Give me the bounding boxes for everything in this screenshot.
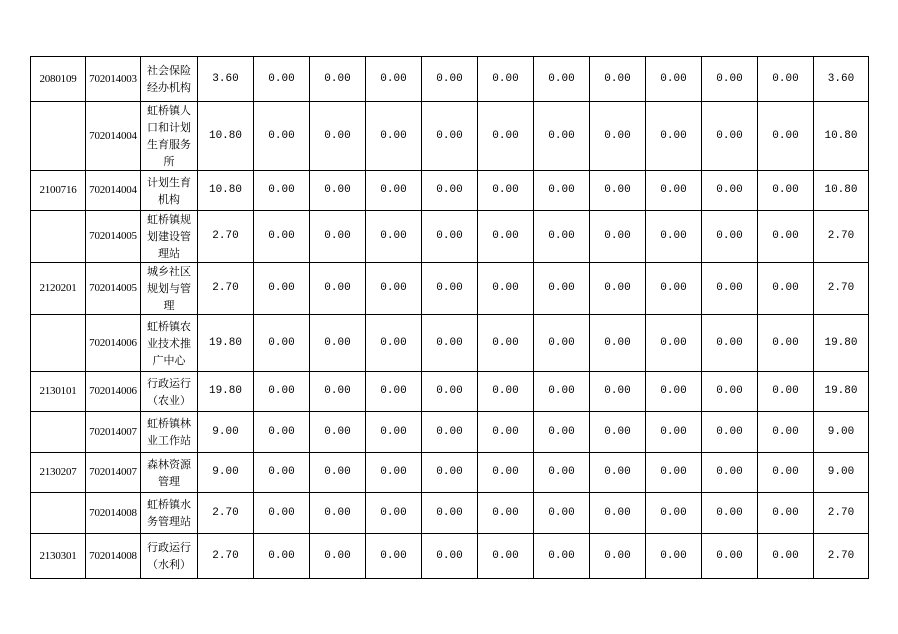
amount-cell: 0.00 (478, 171, 534, 211)
amount-cell: 0.00 (366, 211, 422, 263)
amount-cell: 0.00 (590, 102, 646, 171)
amount-cell: 0.00 (310, 315, 366, 372)
amount-cell: 0.00 (534, 57, 590, 102)
amount-cell: 0.00 (422, 102, 478, 171)
amount-cell: 19.80 (198, 372, 254, 412)
amount-cell: 0.00 (478, 493, 534, 534)
subject-code-cell: 2130101 (31, 372, 86, 412)
item-name-cell: 虹桥镇农业技术推广中心 (141, 315, 198, 372)
amount-cell: 0.00 (478, 102, 534, 171)
amount-cell: 0.00 (590, 57, 646, 102)
total-amount-cell: 2.70 (814, 534, 869, 579)
amount-cell: 0.00 (702, 263, 758, 315)
amount-cell: 0.00 (590, 493, 646, 534)
amount-cell: 0.00 (646, 211, 702, 263)
amount-cell: 0.00 (534, 453, 590, 493)
subject-code-cell: 2080109 (31, 57, 86, 102)
amount-cell: 0.00 (590, 412, 646, 453)
table-row (31, 102, 869, 171)
table-row (31, 57, 869, 102)
amount-cell: 0.00 (646, 57, 702, 102)
total-amount-cell: 9.00 (814, 453, 869, 493)
table-row (31, 534, 869, 579)
amount-cell: 0.00 (646, 534, 702, 579)
amount-cell: 0.00 (310, 263, 366, 315)
amount-cell: 0.00 (702, 534, 758, 579)
item-name-cell: 虹桥镇林业工作站 (141, 412, 198, 453)
amount-cell: 2.70 (198, 534, 254, 579)
amount-cell: 2.70 (198, 493, 254, 534)
amount-cell: 0.00 (478, 211, 534, 263)
total-amount-cell: 10.80 (814, 102, 869, 171)
amount-cell: 0.00 (254, 211, 310, 263)
item-name-cell: 社会保险经办机构 (141, 57, 198, 102)
amount-cell: 0.00 (478, 534, 534, 579)
unit-code-cell: 702014008 (86, 493, 141, 534)
subject-code-cell (31, 412, 86, 453)
amount-cell: 0.00 (254, 453, 310, 493)
amount-cell: 0.00 (590, 315, 646, 372)
amount-cell: 0.00 (758, 211, 814, 263)
amount-cell: 0.00 (422, 315, 478, 372)
table-row (31, 171, 869, 211)
item-name-cell: 城乡社区规划与管理 (141, 263, 198, 315)
amount-cell: 0.00 (702, 171, 758, 211)
amount-cell: 0.00 (702, 372, 758, 412)
amount-cell: 0.00 (422, 534, 478, 579)
amount-cell: 0.00 (534, 493, 590, 534)
amount-cell: 0.00 (422, 372, 478, 412)
unit-code-cell: 702014007 (86, 453, 141, 493)
subject-code-cell (31, 315, 86, 372)
unit-code-cell: 702014005 (86, 263, 141, 315)
amount-cell: 0.00 (366, 263, 422, 315)
amount-cell: 0.00 (310, 534, 366, 579)
amount-cell: 0.00 (366, 372, 422, 412)
amount-cell: 0.00 (646, 315, 702, 372)
table-row (31, 372, 869, 412)
unit-code-cell: 702014004 (86, 102, 141, 171)
table-row (31, 263, 869, 315)
amount-cell: 0.00 (646, 372, 702, 412)
amount-cell: 0.00 (702, 211, 758, 263)
amount-cell: 0.00 (422, 453, 478, 493)
amount-cell: 0.00 (254, 263, 310, 315)
amount-cell: 0.00 (702, 453, 758, 493)
table-row (31, 315, 869, 372)
amount-cell: 0.00 (366, 171, 422, 211)
unit-code-cell: 702014003 (86, 57, 141, 102)
subject-code-cell (31, 102, 86, 171)
table-body (31, 57, 869, 579)
amount-cell: 0.00 (646, 453, 702, 493)
amount-cell: 0.00 (478, 263, 534, 315)
amount-cell: 0.00 (534, 315, 590, 372)
amount-cell: 0.00 (366, 493, 422, 534)
total-amount-cell: 19.80 (814, 315, 869, 372)
amount-cell: 0.00 (254, 102, 310, 171)
amount-cell: 0.00 (310, 102, 366, 171)
amount-cell: 0.00 (646, 412, 702, 453)
amount-cell: 0.00 (254, 534, 310, 579)
amount-cell: 19.80 (198, 315, 254, 372)
amount-cell: 0.00 (310, 412, 366, 453)
unit-code-cell: 702014007 (86, 412, 141, 453)
amount-cell: 0.00 (310, 493, 366, 534)
total-amount-cell: 19.80 (814, 372, 869, 412)
amount-cell: 0.00 (422, 263, 478, 315)
amount-cell: 0.00 (310, 57, 366, 102)
amount-cell: 0.00 (478, 57, 534, 102)
subject-code-cell (31, 493, 86, 534)
unit-code-cell: 702014004 (86, 171, 141, 211)
amount-cell: 0.00 (422, 211, 478, 263)
amount-cell: 0.00 (758, 57, 814, 102)
amount-cell: 2.70 (198, 263, 254, 315)
item-name-cell: 虹桥镇规划建设管理站 (141, 211, 198, 263)
amount-cell: 0.00 (590, 211, 646, 263)
item-name-cell: 行政运行（农业） (141, 372, 198, 412)
amount-cell: 0.00 (422, 412, 478, 453)
item-name-cell: 计划生育机构 (141, 171, 198, 211)
unit-code-cell: 702014008 (86, 534, 141, 579)
amount-cell: 0.00 (646, 263, 702, 315)
amount-cell: 0.00 (254, 57, 310, 102)
amount-cell: 0.00 (702, 315, 758, 372)
amount-cell: 9.00 (198, 412, 254, 453)
amount-cell: 0.00 (590, 534, 646, 579)
table-row (31, 493, 869, 534)
amount-cell: 0.00 (366, 102, 422, 171)
amount-cell: 0.00 (590, 263, 646, 315)
amount-cell: 0.00 (422, 57, 478, 102)
total-amount-cell: 2.70 (814, 493, 869, 534)
amount-cell: 0.00 (254, 372, 310, 412)
amount-cell: 0.00 (422, 493, 478, 534)
amount-cell: 0.00 (422, 171, 478, 211)
amount-cell: 0.00 (534, 102, 590, 171)
table-row (31, 412, 869, 453)
amount-cell: 0.00 (310, 171, 366, 211)
unit-code-cell: 702014006 (86, 372, 141, 412)
table-row (31, 453, 869, 493)
item-name-cell: 森林资源管理 (141, 453, 198, 493)
amount-cell: 0.00 (758, 372, 814, 412)
amount-cell: 0.00 (702, 493, 758, 534)
amount-cell: 0.00 (758, 102, 814, 171)
amount-cell: 0.00 (590, 453, 646, 493)
item-name-cell: 行政运行（水利） (141, 534, 198, 579)
amount-cell: 0.00 (702, 57, 758, 102)
subject-code-cell: 2130207 (31, 453, 86, 493)
amount-cell: 0.00 (366, 534, 422, 579)
amount-cell: 10.80 (198, 171, 254, 211)
amount-cell: 0.00 (366, 315, 422, 372)
amount-cell: 0.00 (758, 453, 814, 493)
table-row (31, 211, 869, 263)
amount-cell: 0.00 (254, 412, 310, 453)
amount-cell: 0.00 (702, 102, 758, 171)
amount-cell: 0.00 (534, 211, 590, 263)
item-name-cell: 虹桥镇人口和计划生育服务所 (141, 102, 198, 171)
amount-cell: 0.00 (254, 493, 310, 534)
amount-cell: 0.00 (310, 372, 366, 412)
amount-cell: 2.70 (198, 211, 254, 263)
amount-cell: 0.00 (646, 493, 702, 534)
unit-code-cell: 702014005 (86, 211, 141, 263)
total-amount-cell: 2.70 (814, 211, 869, 263)
total-amount-cell: 10.80 (814, 171, 869, 211)
unit-code-cell: 702014006 (86, 315, 141, 372)
amount-cell: 0.00 (758, 534, 814, 579)
subject-code-cell (31, 211, 86, 263)
amount-cell: 9.00 (198, 453, 254, 493)
amount-cell: 0.00 (534, 263, 590, 315)
amount-cell: 0.00 (478, 372, 534, 412)
amount-cell: 0.00 (758, 263, 814, 315)
amount-cell: 0.00 (366, 453, 422, 493)
subject-code-cell: 2100716 (31, 171, 86, 211)
amount-cell: 0.00 (534, 171, 590, 211)
amount-cell: 0.00 (254, 171, 310, 211)
amount-cell: 0.00 (534, 534, 590, 579)
amount-cell: 0.00 (310, 453, 366, 493)
total-amount-cell: 3.60 (814, 57, 869, 102)
amount-cell: 0.00 (590, 171, 646, 211)
subject-code-cell: 2120201 (31, 263, 86, 315)
amount-cell: 0.00 (366, 57, 422, 102)
amount-cell: 0.00 (646, 171, 702, 211)
amount-cell: 3.60 (198, 57, 254, 102)
amount-cell: 0.00 (758, 412, 814, 453)
subject-code-cell: 2130301 (31, 534, 86, 579)
amount-cell: 0.00 (702, 412, 758, 453)
amount-cell: 0.00 (534, 372, 590, 412)
amount-cell: 0.00 (646, 102, 702, 171)
total-amount-cell: 2.70 (814, 263, 869, 315)
amount-cell: 0.00 (758, 493, 814, 534)
amount-cell: 0.00 (478, 412, 534, 453)
amount-cell: 0.00 (478, 315, 534, 372)
amount-cell: 0.00 (758, 171, 814, 211)
amount-cell: 0.00 (534, 412, 590, 453)
total-amount-cell: 9.00 (814, 412, 869, 453)
amount-cell: 0.00 (254, 315, 310, 372)
amount-cell: 0.00 (310, 211, 366, 263)
amount-cell: 10.80 (198, 102, 254, 171)
item-name-cell: 虹桥镇水务管理站 (141, 493, 198, 534)
amount-cell: 0.00 (478, 453, 534, 493)
amount-cell: 0.00 (758, 315, 814, 372)
amount-cell: 0.00 (366, 412, 422, 453)
budget-table (30, 56, 869, 579)
amount-cell: 0.00 (590, 372, 646, 412)
